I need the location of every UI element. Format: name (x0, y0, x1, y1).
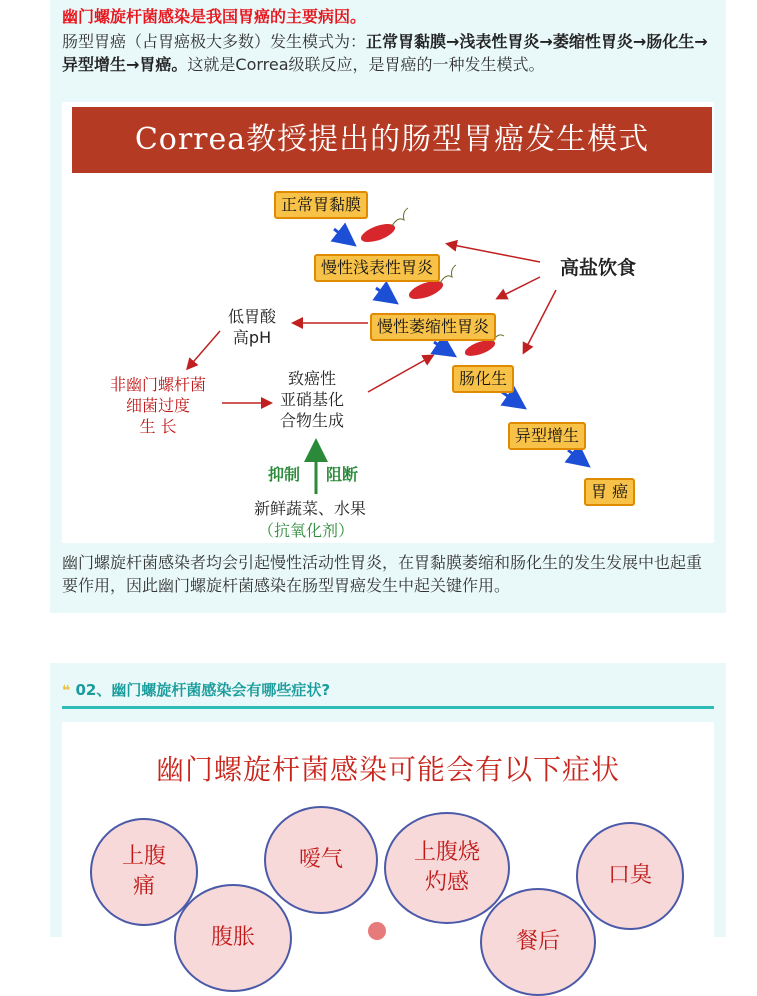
non-hp-line2: 细菌过度 (126, 396, 191, 415)
symptom-circle (264, 806, 378, 914)
inhibit-label: 抑制 (268, 465, 301, 484)
model-suffix: 这就是Correa级联反应，是胃癌的一种发生模式。 (187, 55, 545, 74)
stage-atrophic-gastritis: 慢性萎缩性胃炎 (370, 313, 496, 341)
model-sequence: 正常胃黏膜→浅表性胃炎→萎缩性胃炎→肠化生→异型增生→胃癌。 (62, 32, 708, 74)
non-hp-bacteria-label (110, 374, 206, 437)
high-salt-diet: 高盐饮食 (560, 257, 637, 279)
headline: 幽门螺旋杆菌感染是我国胃癌的主要病因。 (62, 7, 367, 26)
carcinogen-label (280, 368, 344, 431)
stage-gastric-cancer: 胃 癌 (584, 478, 635, 506)
quote-icon: ❝ (62, 683, 71, 699)
symptom-label: 口臭 (607, 863, 652, 888)
non-hp-line1: 非幽门螺杆菌 (110, 375, 207, 394)
symptom-circle (384, 812, 510, 924)
symptom-label: 嗳气 (298, 847, 343, 872)
symptom-circle (480, 888, 596, 996)
symptoms-image (62, 722, 714, 954)
carcin-line2: 亚硝基化 (280, 390, 345, 409)
stage-intestinal-metaplasia: 肠化生 (452, 365, 514, 393)
after-diagram-paragraph: 幽门螺旋杆菌感染者均会引起慢性活动性胃炎，在胃黏膜萎缩和肠化生的发生发展中也起重要作用，因此幽门螺旋杆菌感染在肠型胃癌发生中起关键作用。 (62, 553, 703, 595)
section-heading-text: 02、幽门螺旋杆菌感染会有哪些症状? (75, 681, 331, 699)
symptom-label: 上腹烧 灼感 (413, 840, 480, 895)
non-hp-line3: 生 长 (139, 417, 177, 436)
model-prefix: 肠型胃癌（占胃癌极大多数）发生模式为： (62, 32, 367, 51)
carcin-line3: 合物生成 (280, 411, 345, 430)
decoration-dot (368, 922, 386, 940)
stage-normal-mucosa: 正常胃黏膜 (274, 191, 368, 219)
stage-superficial-gastritis: 慢性浅表性胃炎 (314, 254, 440, 282)
low-acid-label (228, 306, 276, 348)
symptom-label: 腹胀 (210, 925, 255, 950)
symptom-circle (576, 822, 684, 930)
symptom-circle (174, 884, 292, 992)
section-divider (62, 706, 714, 709)
section-heading (62, 675, 330, 706)
antioxidant-label: （抗氧化剂） (258, 521, 355, 540)
low-acid-line2: 高pH (232, 328, 272, 347)
carcin-line1: 致癌性 (288, 369, 337, 388)
correa-diagram (62, 102, 714, 543)
stage-dysplasia: 异型增生 (508, 422, 586, 450)
symptom-label: 餐后 (515, 929, 560, 954)
symptoms-title: 幽门螺旋杆菌感染可能会有以下症状 (155, 753, 620, 786)
low-acid-line1: 低胃酸 (228, 307, 277, 326)
diagram-title: Correa教授提出的肠型胃癌发生模式 (72, 107, 712, 173)
symptom-label: 上腹 痛 (121, 844, 166, 899)
block-label: 阻断 (326, 465, 359, 484)
vegetables-label: 新鲜蔬菜、水果 (254, 499, 367, 518)
model-paragraph (62, 30, 717, 76)
